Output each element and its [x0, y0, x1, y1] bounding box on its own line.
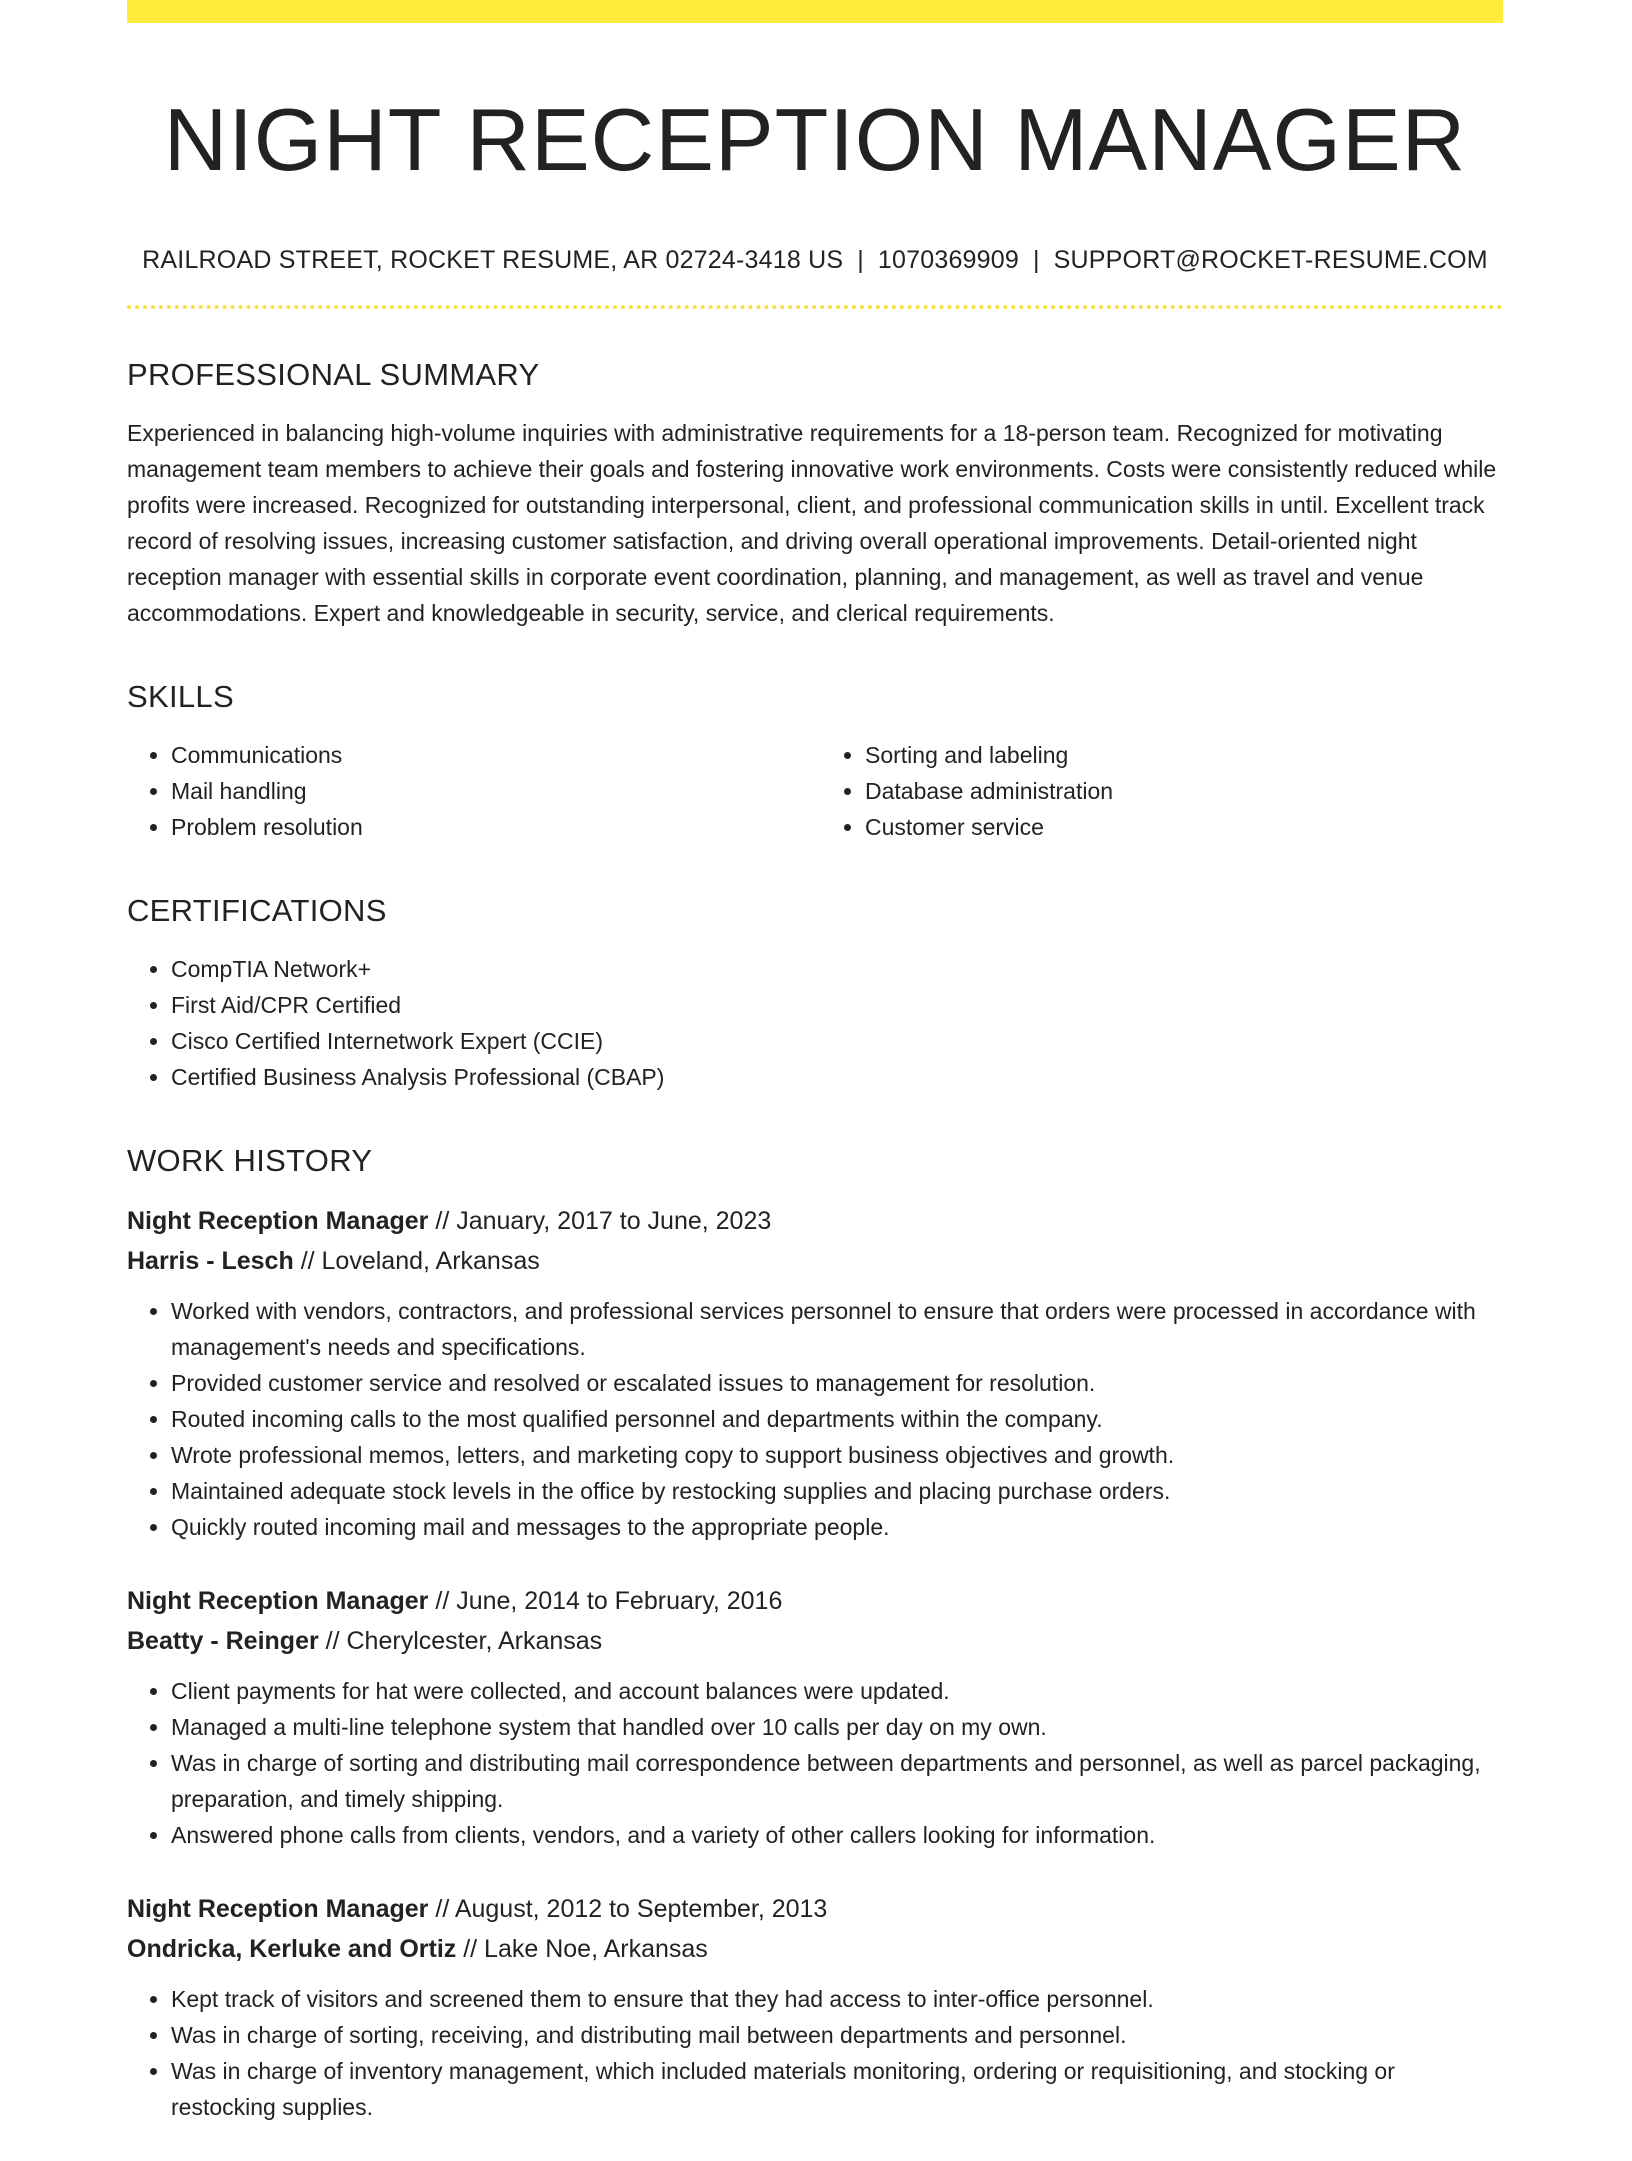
- company-line: [127, 1241, 1503, 1281]
- skills-list-left: [127, 737, 815, 845]
- company-name: Beatty - Reinger: [127, 1626, 319, 1655]
- skill-item: • Communications: [171, 737, 815, 773]
- contact-line: [127, 246, 1503, 275]
- job-title: Night Reception Manager: [127, 1206, 429, 1235]
- job-bullet: • Was in charge of sorting, receiving, and distributing mail between departments and personnel.: [171, 2017, 1503, 2053]
- job-title-line: [127, 1581, 1503, 1621]
- resume-page: [127, 0, 1503, 2161]
- job-bullets: [127, 1981, 1503, 2125]
- company-line: [127, 1621, 1503, 1661]
- job-entry: [127, 1581, 1503, 1853]
- job-bullet: • Answered phone calls from clients, vendors, and a variety of other callers looking for information.: [171, 1817, 1503, 1853]
- section-heading-skills: SKILLS: [127, 678, 234, 714]
- job-bullet: • Kept track of visitors and screened them to ensure that they had access to inter-office personnel.: [171, 1981, 1503, 2017]
- job-bullet: • Client payments for hat were collected, and account balances were updated.: [171, 1673, 1503, 1709]
- job-bullet: • Worked with vendors, contractors, and professional services personnel to ensure that orders were processed in accordance with management's needs and specifications.: [171, 1293, 1503, 1365]
- section-heading-work-history: WORK HISTORY: [127, 1142, 373, 1178]
- company-name: Harris - Lesch: [127, 1246, 294, 1275]
- certification-item: • CompTIA Network+: [171, 951, 1503, 987]
- job-bullet: • Was in charge of inventory management, which included materials monitoring, ordering or requisitioning, and stocking or restocking supplies.: [171, 2053, 1503, 2125]
- job-bullet: • Managed a multi-line telephone system that handled over 10 calls per day on my own.: [171, 1709, 1503, 1745]
- company-location: // Loveland, Arkansas: [293, 1246, 540, 1275]
- skill-item: • Mail handling: [171, 773, 815, 809]
- accent-top-bar: [127, 0, 1503, 23]
- company-location: // Lake Noe, Arkansas: [456, 1934, 708, 1963]
- summary-text: Experienced in balancing high-volume inquiries with administrative requirements for a 18-person team. Recognized for motivating management team members to achieve their goals and fostering innovative work environments. Costs were consistently reduced while profits were increased. Recognized for outstanding interpersonal, client, and professional communication skills in until. Excellent track record of resolving issues, increasing customer satisfaction, and driving overall operational improvements. Detail-oriented night reception manager with essential skills in corporate event coordination, planning, and management, as well as travel and venue accommodations. Expert and knowledgeable in security, service, and clerical requirements.: [127, 419, 1497, 626]
- contact-separator: |: [857, 245, 864, 274]
- work-history-section: [127, 1143, 1503, 2125]
- contact-phone: 1070369909: [877, 245, 1019, 274]
- skill-item: • Database administration: [865, 773, 1503, 809]
- section-heading-summary: PROFESSIONAL SUMMARY: [127, 356, 540, 392]
- job-dates: // June, 2014 to February, 2016: [428, 1586, 783, 1615]
- job-bullets: [127, 1673, 1503, 1853]
- job-title: Night Reception Manager: [127, 1586, 429, 1615]
- job-dates: // August, 2012 to September, 2013: [428, 1894, 828, 1923]
- company-location: // Cherylcester, Arkansas: [318, 1626, 603, 1655]
- certification-item: • Certified Business Analysis Professional (CBAP): [171, 1059, 1503, 1095]
- job-bullet: • Provided customer service and resolved or escalated issues to management for resolution.: [171, 1365, 1503, 1401]
- dotted-divider: [127, 305, 1503, 309]
- summary-section: [127, 357, 1503, 631]
- skill-item: • Problem resolution: [171, 809, 815, 845]
- skills-section: [127, 679, 1503, 845]
- section-heading-certifications: CERTIFICATIONS: [127, 892, 387, 928]
- job-bullet: • Wrote professional memos, letters, and marketing copy to support business objectives and growth.: [171, 1437, 1503, 1473]
- job-dates: // January, 2017 to June, 2023: [428, 1206, 772, 1235]
- skill-item: • Customer service: [865, 809, 1503, 845]
- job-title-line: [127, 1889, 1503, 1929]
- contact-email: SUPPORT@ROCKET-RESUME.COM: [1053, 245, 1488, 274]
- certifications-list: [127, 951, 1503, 1095]
- company-line: [127, 1929, 1503, 1969]
- job-bullet: • Was in charge of sorting and distributing mail correspondence between departments and personnel, as well as parcel packaging, preparation, and timely shipping.: [171, 1745, 1503, 1817]
- certification-item: • First Aid/CPR Certified: [171, 987, 1503, 1023]
- skills-columns: [127, 737, 1503, 845]
- job-title-line: [127, 1201, 1503, 1241]
- job-bullet: • Quickly routed incoming mail and messages to the appropriate people.: [171, 1509, 1503, 1545]
- certification-item: • Cisco Certified Internetwork Expert (CCIE): [171, 1023, 1503, 1059]
- job-bullets: [127, 1293, 1503, 1545]
- contact-address: RAILROAD STREET, ROCKET RESUME, AR 02724-3418 US: [142, 245, 844, 274]
- job-entry: [127, 1889, 1503, 2125]
- job-entry: [127, 1201, 1503, 1545]
- resume-name-title: NIGHT RECEPTION MANAGER: [163, 90, 1467, 189]
- job-bullet: • Maintained adequate stock levels in the office by restocking supplies and placing purchase orders.: [171, 1473, 1503, 1509]
- job-title: Night Reception Manager: [127, 1894, 429, 1923]
- skill-item: • Sorting and labeling: [865, 737, 1503, 773]
- job-bullet: • Routed incoming calls to the most qualified personnel and departments within the company.: [171, 1401, 1503, 1437]
- certifications-section: [127, 893, 1503, 1095]
- company-name: Ondricka, Kerluke and Ortiz: [127, 1934, 457, 1963]
- skills-list-right: [815, 737, 1503, 845]
- contact-separator: |: [1032, 245, 1040, 274]
